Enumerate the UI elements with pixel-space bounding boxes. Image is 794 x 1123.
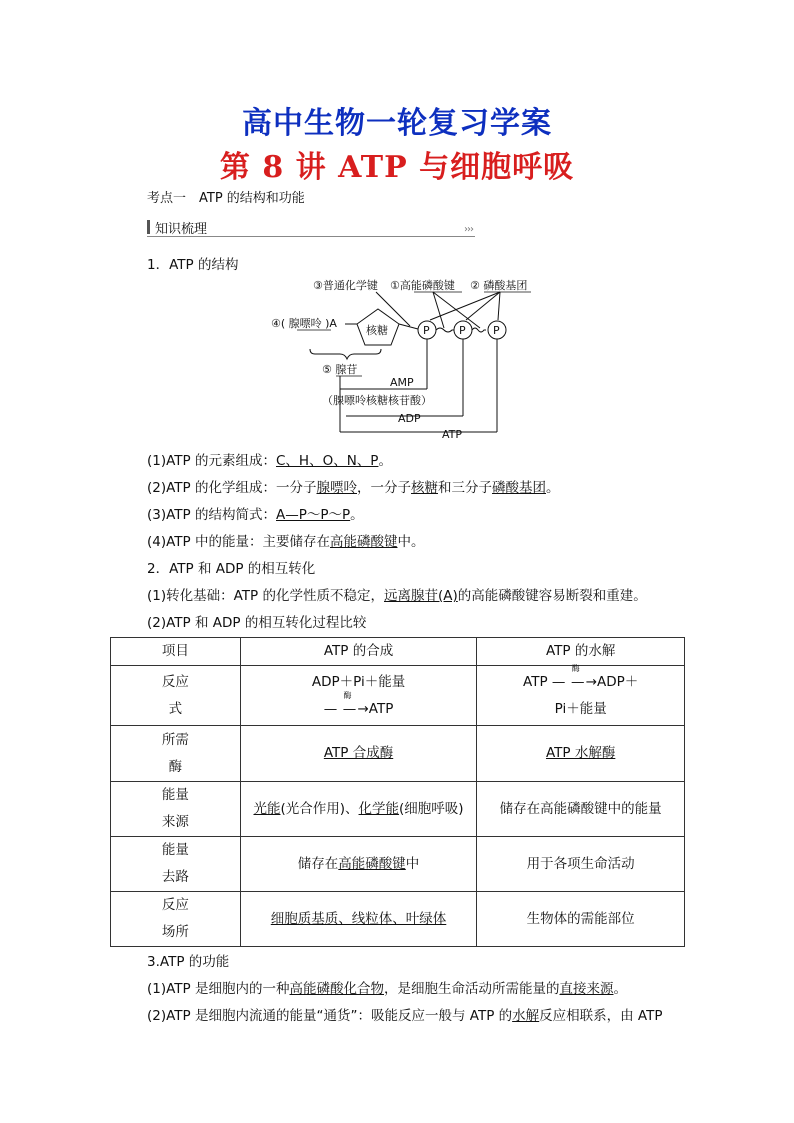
label-normal-bond: ③普通化学键 <box>313 279 378 292</box>
row-label: 反应 场所 <box>111 892 241 947</box>
table-row <box>111 837 685 892</box>
row-label: 反应 式 <box>111 666 241 726</box>
label-high-energy-bond: ①高能磷酸键 <box>390 279 455 292</box>
para-atp-function-1: (1)ATP 是细胞内的一种高能磷酸化合物，是细胞生命活动所需能量的直接来源。 <box>147 981 627 997</box>
para-comparison: (2)ATP 和 ADP 的相互转化过程比较 <box>147 615 367 631</box>
table-row <box>111 726 685 782</box>
cell-reaction-hydrolysis: ATP — 酶 —→ADP＋ Pi＋能量 <box>477 666 685 726</box>
page-title: 高中生物一轮复习学案 <box>242 106 552 141</box>
para-atp-formula: (3)ATP 的结构简式：A—P～P～P。 <box>147 507 364 523</box>
heading-atp-function: 3.ATP 的功能 <box>147 954 230 970</box>
table-row <box>111 666 685 726</box>
knowledge-label: 知识梳理 <box>155 222 208 237</box>
chevrons-icon: ››› <box>464 224 473 235</box>
cell-site-synthesis: 细胞质基质、线粒体、叶绿体 <box>240 892 477 947</box>
label-ribose: 核糖 <box>366 324 388 337</box>
table-row <box>111 892 685 947</box>
row-label: 所需 酶 <box>111 726 241 782</box>
row-label: 能量 来源 <box>111 782 241 837</box>
row-label: 能量 去路 <box>111 837 241 892</box>
atp-structure-diagram <box>0 0 794 450</box>
para-atp-energy: (4)ATP 中的能量：主要储存在高能磷酸键中。 <box>147 534 425 550</box>
cell-energy-destination-synthesis: 储存在高能磷酸键中 <box>240 837 477 892</box>
label-adenine: ④( 腺嘌呤 )A <box>271 317 337 330</box>
label-amp: AMP <box>390 376 414 389</box>
phosphate-3: P <box>493 324 500 337</box>
phosphate-2: P <box>459 324 466 337</box>
heading-atp-structure: 1．ATP 的结构 <box>147 257 239 273</box>
phosphate-1: P <box>423 324 430 337</box>
cell-energy-destination-hydrolysis: 用于各项生命活动 <box>477 837 685 892</box>
para-atp-composition: (2)ATP 的化学组成：一分子腺嘌呤，一分子核糖和三分子磷酸基团。 <box>147 480 560 496</box>
header-item: 项目 <box>111 638 241 666</box>
lesson-title: 第 8 讲 ATP 与细胞呼吸 <box>219 150 575 185</box>
table-row <box>111 782 685 837</box>
table-row <box>111 638 685 666</box>
para-conversion-basis: (1)转化基础：ATP 的化学性质不稳定，远离腺苷(A)的高能磷酸键容易断裂和重建。 <box>147 588 647 604</box>
label-adenosine: ⑤ 腺苷 <box>322 363 358 376</box>
heading-atp-adp: 2．ATP 和 ADP 的相互转化 <box>147 561 316 577</box>
para-atp-function-2: (2)ATP 是细胞内流通的能量“通货”：吸能反应一般与 ATP 的水解反应相联系，由 ATP <box>147 1008 663 1024</box>
label-phosphate-group: ② 磷酸基团 <box>470 279 528 292</box>
header-synthesis: ATP 的合成 <box>240 638 477 666</box>
label-adp: ADP <box>398 412 421 425</box>
label-amp-note: （腺嘌呤核糖核苷酸） <box>322 394 432 407</box>
comparison-table <box>110 637 685 947</box>
label-atp: ATP <box>442 428 463 441</box>
header-hydrolysis: ATP 的水解 <box>477 638 685 666</box>
cell-enzyme-hydrolysis: ATP 水解酶 <box>477 726 685 782</box>
cell-site-hydrolysis: 生物体的需能部位 <box>477 892 685 947</box>
cell-energy-source-hydrolysis: 储存在高能磷酸键中的能量 <box>477 782 685 837</box>
para-atp-elements: (1)ATP 的元素组成：C、H、O、N、P。 <box>147 453 392 469</box>
section-heading: 考点一 ATP 的结构和功能 <box>147 191 305 206</box>
cell-enzyme-synthesis: ATP 合成酶 <box>240 726 477 782</box>
cell-reaction-synthesis: ADP＋Pi＋能量 — 酶 —→ATP <box>240 666 477 726</box>
cell-energy-source-synthesis: 光能(光合作用)、化学能(细胞呼吸) <box>240 782 477 837</box>
